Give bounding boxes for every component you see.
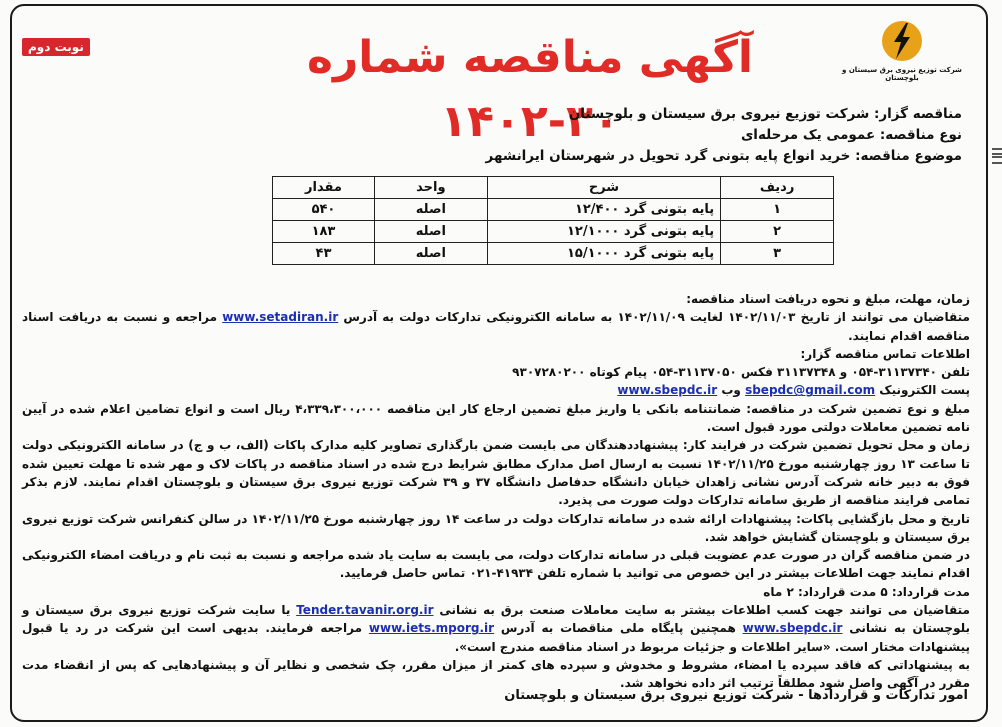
tender-organizer: مناقصه گزار: شرکت توزیع نیروی برق سیستان و بلوچستان — [568, 106, 962, 122]
row-unit: اصله — [374, 199, 487, 221]
header-quantity: مقدار — [273, 177, 375, 199]
more-info-text-4: مراجعه فرمایند. بدیهی است این شرکت در رد یا قبول پیشنهادات مختار است. «سایر اطلاعات و جزئیات مربوط در اسناد مناقصه مندرج است». — [22, 621, 970, 654]
row-description: پایه بتونی گرد ۱۲/۴۰۰ — [487, 199, 720, 221]
contact-phones: تلفن ۳۱۱۳۷۳۴۰-۰۵۴ و ۳۱۱۳۷۳۴۸ فکس ۳۱۱۳۷۰۵۰-۰۵۴ پیام کوتاه ۹۳۰۷۲۸۰۲۰۰ — [512, 365, 970, 380]
row-quantity: ۴۳ — [273, 243, 375, 265]
row-quantity: ۵۴۰ — [273, 199, 375, 221]
contact-online — [22, 381, 970, 399]
row-unit: اصله — [374, 221, 487, 243]
documents-paragraph — [22, 308, 970, 345]
row-index: ۲ — [721, 221, 834, 243]
company-site-link[interactable]: www.sbepdc.ir — [742, 621, 843, 636]
more-info-text-2: یا سایت شرکت توزیع نیروی برق سیستان و بلوچستان به نشانی — [22, 603, 970, 636]
tender-subject: موضوع مناقصه: خرید انواع پایه بتونی گرد تحویل در شهرستان ایرانشهر — [485, 148, 962, 164]
tender-meta — [262, 104, 962, 167]
row-quantity: ۱۸۳ — [273, 221, 375, 243]
contract-duration: مدت قرارداد: ۵ مدت قرارداد: ۲ ماه — [763, 584, 970, 599]
logo-caption: شرکت توزیع نیروی برق سیستان و بلوچستان — [842, 66, 962, 82]
documents-heading: زمان، مهلت، مبلغ و نحوه دریافت اسناد مناقصه: — [686, 292, 970, 306]
second-publication-badge: نوبت دوم — [22, 38, 90, 56]
header-description: شرح — [487, 177, 720, 199]
more-info-paragraph — [22, 601, 970, 656]
email-link[interactable]: sbepdc@gmail.com — [745, 383, 876, 398]
guarantee-paragraph: مبلغ و نوع تضمین شرکت در مناقصه: ضمانتنامه بانکی یا واریز مبلغ تضمین ارجاع کار این مناقصه ۴،۳۳۹،۳۰۰،۰۰۰ ریال است و انواع تضامین اعلام شده در آیین نامه تضمین معاملات دولتی مورد قبول است. — [22, 401, 971, 435]
items-table — [272, 176, 834, 265]
delivery-paragraph: زمان و محل تحویل تضمین شرکت در فرایند کار: پیشنهاددهندگان می بایست ضمن بارگذاری تصاویر کلیه مدارک پاکات (الف، ب و ج) در سامانه الکترونیکی دولت تا ساعت ۱۳ روز چهارشنبه مورخ ۱۴۰۲/۱۱/۲۵ نسبت به ارسال اصل مدارک مطابق شرایط درج شده در اسناد مناقصه در پاکات لاک و مهر شده تا مهلت تعیین شده فوق به دبیر خانه شرکت آدرس نشانی زاهدان خیابان دانشگاه حدفاصل دانشگاه ۳۷ و ۳۹ شرکت توزیع نیروی برق سیستان و بلوچستان اقدام نمایند. لازم بذکر تمامی فرایند مناقصه از طریق سامانه تدارکات دولت صورت می پذیرد. — [22, 438, 971, 508]
row-index: ۳ — [721, 243, 834, 265]
documents-text-end: مراجعه و نسبت به دریافت اسناد مناقصه اقدام نمایند. — [22, 310, 970, 343]
header-index: ردیف — [721, 177, 834, 199]
footer-signature: امور تدارکات و قراردادها - شرکت توزیع نیروی برق سیستان و بلوچستان — [504, 688, 968, 703]
more-info-text: متقاضیان می توانند جهت کسب اطلاعات بیشتر به سایت معاملات صنعت برق به نشانی — [439, 603, 970, 618]
row-description: پایه بتونی گرد ۱۵/۱۰۰۰ — [487, 243, 720, 265]
tender-type: نوع مناقصه: عمومی یک مرحله‌ای — [740, 127, 962, 143]
contact-heading: اطلاعات تماس مناقصه گزار: — [800, 346, 970, 361]
row-description: پایه بتونی گرد ۱۲/۱۰۰۰ — [487, 221, 720, 243]
table-row — [273, 199, 834, 221]
table-row — [273, 221, 834, 243]
web-link[interactable]: www.sbepdc.ir — [617, 383, 718, 398]
rejection-paragraph: به پیشنهاداتی که فاقد سپرده یا امضاء، مشروط و مخدوش و سپرده های کمتر از میزان مقرر، چک شخصی و نظایر آن و پیشنهادهایی که پس از انقضاء مدت مقرر در آگهی واصل شود مطلقاً ترتیب اثر داده نخواهد شد. — [22, 657, 970, 691]
iets-link[interactable]: www.iets.mporg.ir — [368, 621, 495, 636]
row-index: ۱ — [721, 199, 834, 221]
page-title: آگهی مناقصه شماره ۳۰-۱۴۰۲ — [306, 32, 754, 147]
email-label: پست الکترونیک — [879, 383, 970, 398]
table-header-row — [273, 177, 834, 199]
web-label: وب — [721, 383, 741, 398]
opening-paragraph: تاریخ و محل بازگشایی پاکات: پیشنهادات ارائه شده در سامانه تدارکات دولت در ساعت ۱۴ روز چهارشنبه مورخ ۱۴۰۲/۱۱/۲۵ در سالن کنفرانس شرکت توزیع نیروی برق سیستان و بلوچستان گشایش خواهد شد. — [22, 511, 971, 544]
tender-link[interactable]: Tender.tavanir.org.ir — [296, 603, 434, 618]
lightning-logo-icon — [879, 18, 925, 64]
menu-icon[interactable] — [992, 148, 1002, 164]
notice-body — [22, 290, 970, 693]
header-unit: واحد — [374, 177, 487, 199]
row-unit: اصله — [374, 243, 487, 265]
documents-text: متقاضیان می توانند از تاریخ ۱۴۰۲/۱۱/۰۳ لغایت ۱۴۰۲/۱۱/۰۹ به سامانه الکترونیکی تدارکات دولت به آدرس — [343, 310, 970, 325]
registration-paragraph: در ضمن مناقصه گران در صورت عدم عضویت قبلی در سامانه تدارکات دولت، می بایست به سایت یاد شده مراجعه و نسبت به ثبت نام و دریافت امضاء الکترونیکی اقدام نمایند جهت اطلاعات بیشتر در این خصوص می توانید با شماره تلفن ۴۱۹۳۴-۰۲۱ تماس حاصل فرمایید. — [22, 548, 970, 581]
setad-link[interactable]: www.setadiran.ir — [222, 310, 339, 325]
more-info-text-3: همچنین پایگاه ملی مناقصات به آدرس — [500, 621, 736, 636]
table-row — [273, 243, 834, 265]
company-logo — [832, 18, 972, 82]
